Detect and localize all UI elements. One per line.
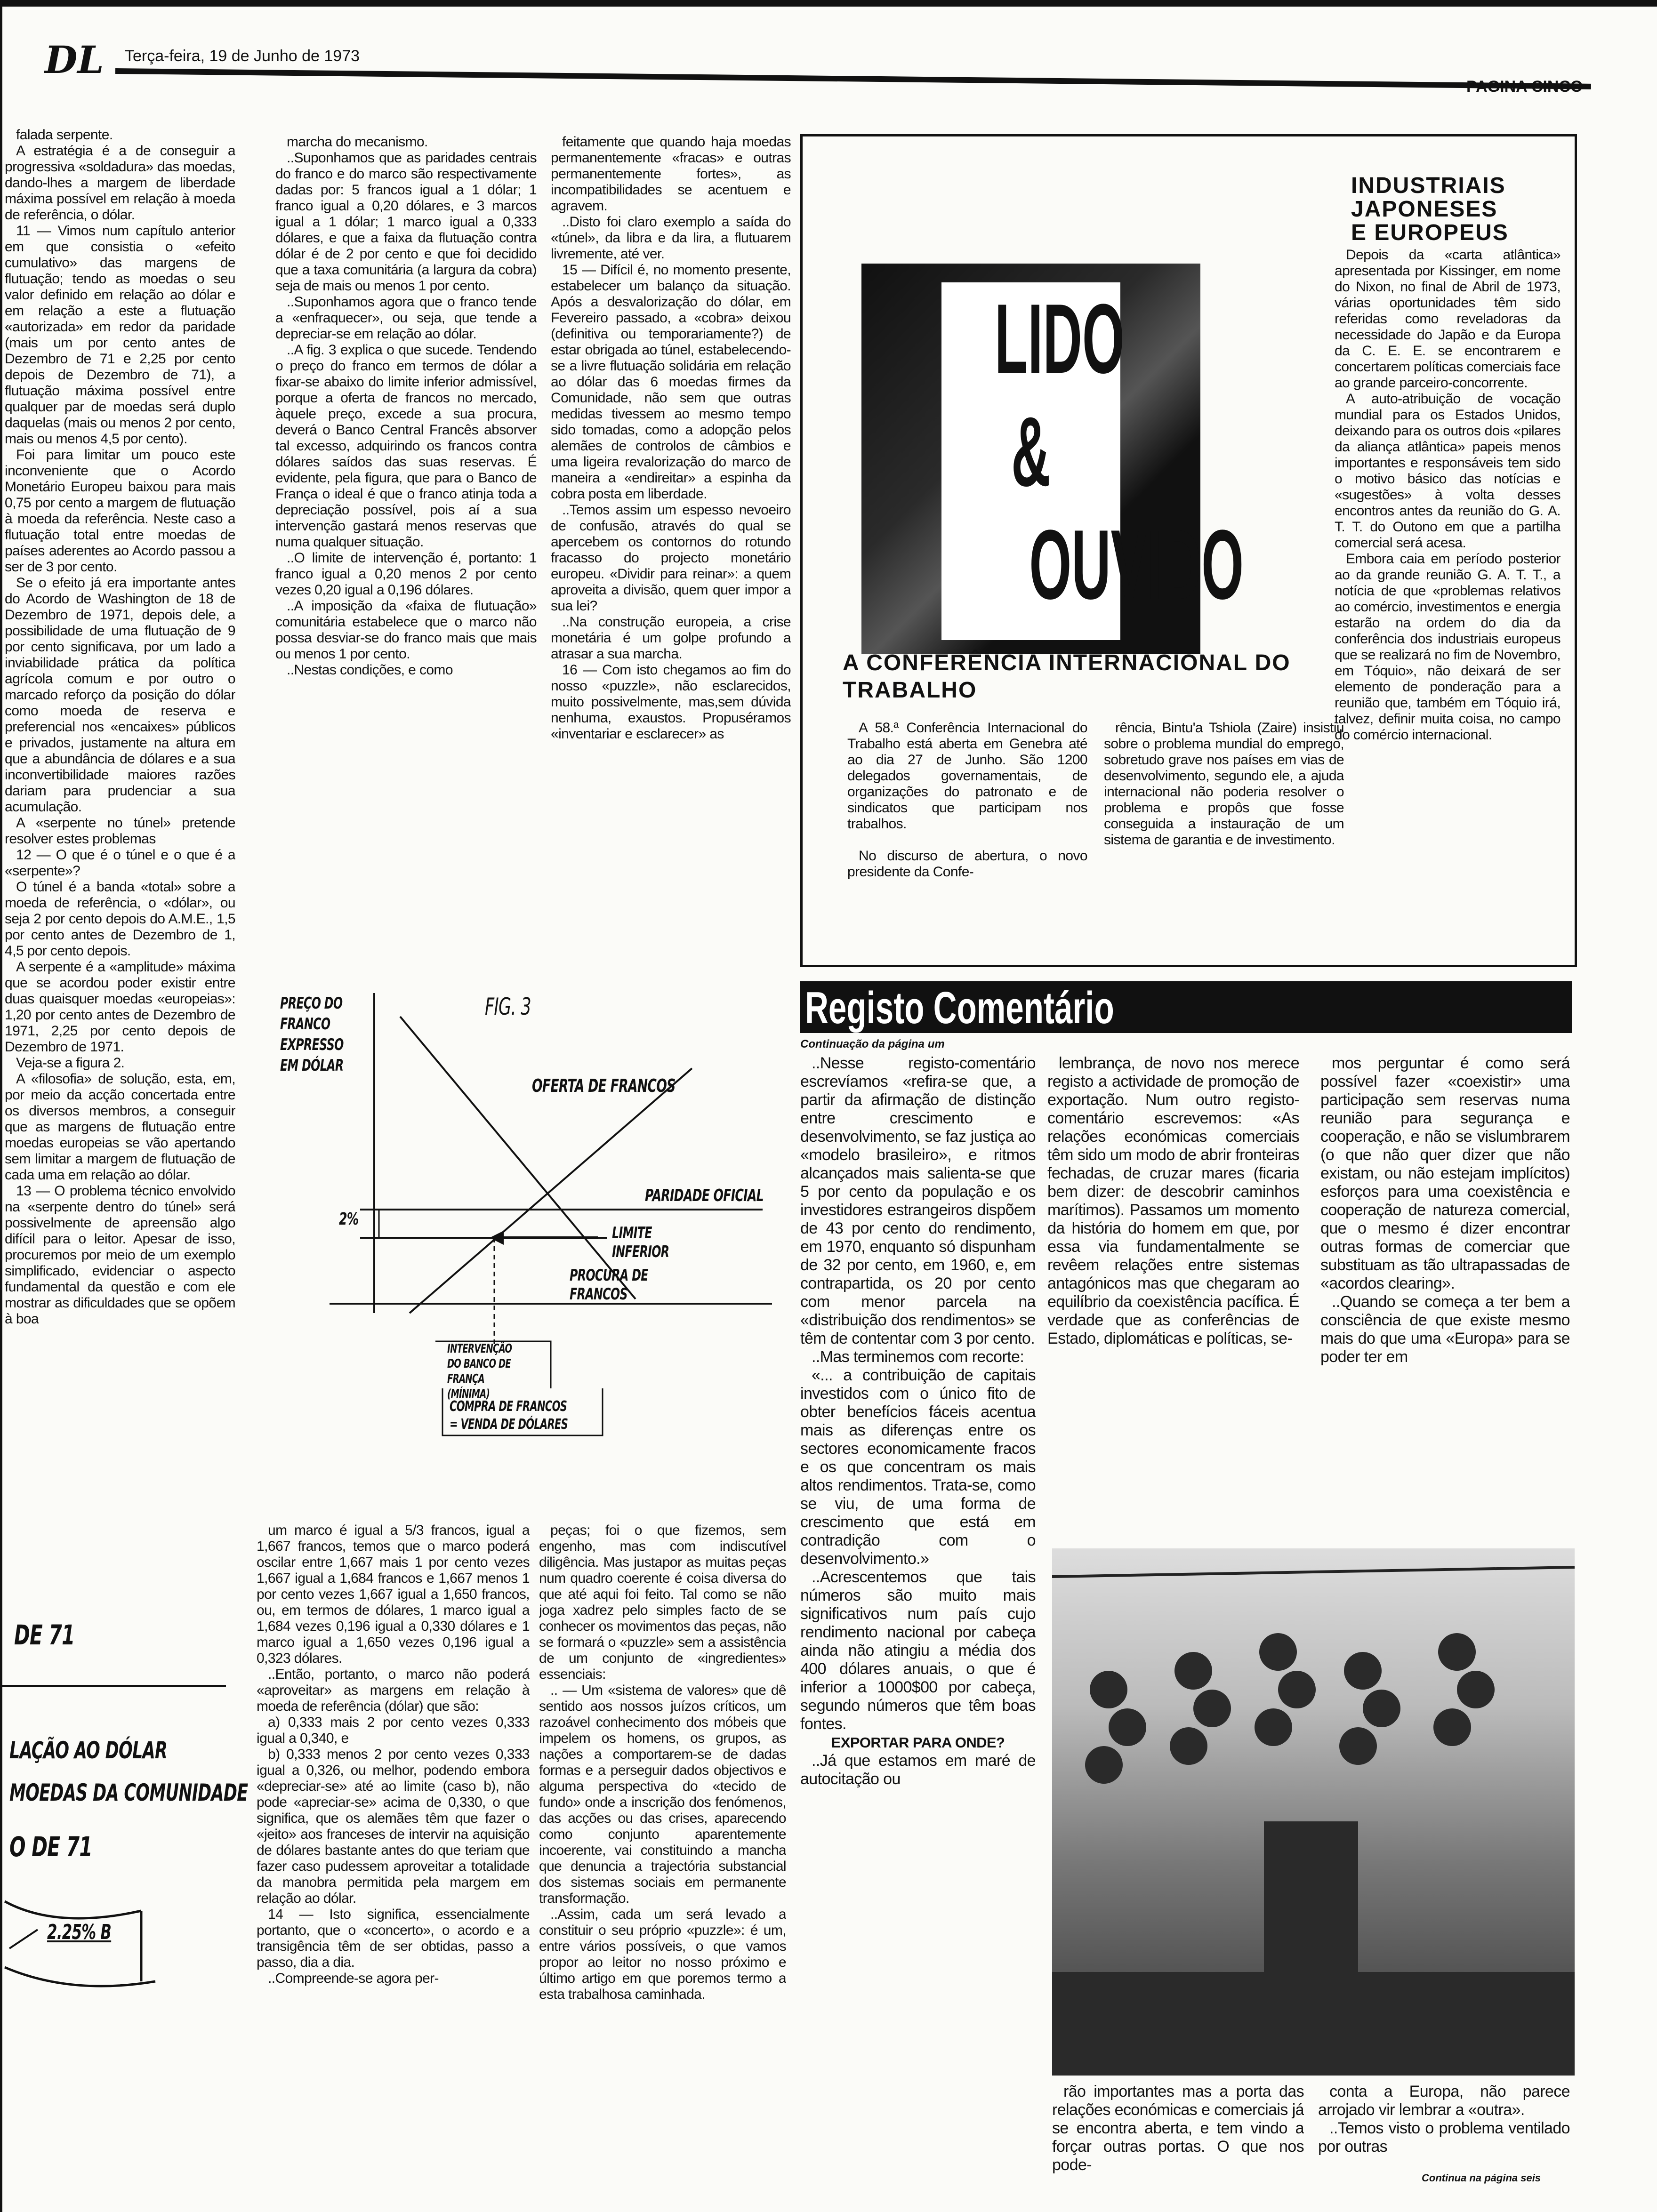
paragraph: 12 — O que é o túnel e o que é a «serpente»? — [5, 847, 235, 879]
paragraph: b) 0,333 menos 2 por cento vezes 0,333 igual a 0,326, ou melhor, podendo embora «depreciar-se» até ao limite (caso b), não pode «apreciar-se» acima de 0,330, o que significa, que os alemães têm que fazer o «jeito» aos franceses de intervir na aquisição de dólares bastante antes do que teriam que fazer caso pudessem aproveitar a totalidade da manobra permitida pela margem em relação ao dólar. — [257, 1747, 530, 1906]
supply-label: OFERTA DE FRANCOS — [532, 1075, 676, 1096]
registo-column-5 — [1318, 2083, 1570, 2158]
registo-title: Registo Comentário — [805, 983, 1114, 1033]
fig-label: DE 71 — [14, 1619, 75, 1651]
paragraph: 14 — Isto significa, essencialmente portanto, que o «concerto», o acordo e a transigência têm de ser obtidas, passo a passo, dia a dia. — [257, 1907, 530, 1970]
fig-label: MOEDAS DA COMUNIDADE — [9, 1779, 248, 1806]
continuation-note: Continuação da página um — [800, 1038, 945, 1050]
paragraph: A «filosofia» de solução, esta, em, por meio da acção concertada entre os diversos membros, a conseguir que as margens de flutuação entre moedas europeias se vão apertando sem limitar a margem de flutuação de cada uma em relação ao dólar. — [5, 1071, 235, 1183]
conference-col-b — [1104, 720, 1344, 941]
paragraph: conta a Europa, não parece arrojado vir lembrar a «outra». — [1318, 2083, 1570, 2119]
ouvido-title: OUVIDO — [1029, 509, 1244, 620]
paragraph: Veja-se a figura 2. — [16, 1055, 125, 1071]
article-column-3 — [551, 134, 791, 920]
industriais-title: INDUSTRIAIS JAPONESES E EUROPEUS — [1351, 173, 1509, 245]
industriais-column — [1335, 247, 1560, 944]
fig-label: O DE 71 — [9, 1831, 92, 1863]
registo-column-4 — [1052, 2083, 1304, 2191]
paragraph: .. — Um «sistema de valores» que dê sentido aos nossos juízos críticos, um razoável conhecimento dos móbeis que impelem os homens, os grupos, as nações a comportarem-se de dadas formas e a perseguir dados objectivos e alguma perspectiva do «tecido de fundo» onde a inscrição dos fenómenos, das acções ou das crises, aparecendo como conjunto aparentemente incoerente, vai constituindo a mancha que denuncia a trajectória substancial dos sistemas sociais em permanente transformação. — [539, 1683, 786, 1906]
paragraph: A 58.ª Conferência Internacional do Trabalho está aberta em Genebra até ao dia 27 de Junho. São 1200 delegados governamentais, de organizações do patronato e de sindicatos que participam nos trabalhos. — [847, 720, 1087, 832]
paragraph: ..Compreende-se agora per- — [268, 1971, 439, 1986]
y-axis-label: PREÇO DO FRANCO EXPRESSO EM DÓLAR — [280, 994, 344, 1075]
paragraph: falada serpente. — [16, 127, 113, 143]
paragraph: «... a contribuição de capitais investidos com o único fito de obter benefícios fáceis acentua mais as diferenças entre os sectores economicamente fracos e os que concentram os mais altos rendimentos. Trata-se, como se viu, de uma forma de crescimento que está em contradição com o desenvolvimento.» — [800, 1366, 1036, 1568]
paragraph: ..O limite de intervenção é, portanto: 1 franco igual a 0,20 menos 2 por cento vezes 0,20 igual a 0,196 dólares. — [275, 550, 537, 598]
paragraph: mos perguntar é como será possível fazer «coexistir» uma participação sem reservas numa reunião para segurança e cooperação, e não se vislumbrarem (o que não quer dizer que não existam, ou não estejam implícitos) esforços para uma coexistência e cooperação de natureza comercial, que o mesmo é dizer encontrar outras formas de comerciar que substituam as tão ultrapassadas de «acordos clearing». — [1320, 1054, 1570, 1292]
paragraph: 13 — O problema técnico envolvido na «serpente dentro do túnel» será possivelmente de apreensão algo difícil para o leitor. Apesar de isso, procuremos por meio de um exemplo simplificado, evidenciar o aspecto fundamental da questão e com ele mostrar as dificuldades que se opõem à boa — [5, 1183, 235, 1327]
paragraph: ..Mas terminemos com recorte: — [812, 1348, 1024, 1366]
paragraph: um marco é igual a 5/3 francos, igual a 1,667 francos, temos que o marco poderá oscilar entre 1,667 mais 1 por cento vezes 1,667 igual a 1,684 francos e 1,667 menos 1 por cento vezes 1,667 igual a 1,650 francos, ou, em termos de dólares, 1 marco igual a 1,684 vezes 0,196 igual a 0,330 dólares e 1 marco igual a 1,650 vezes 0,196 igual a 0,323 dólares. — [257, 1523, 530, 1666]
fig-curve — [0, 1873, 235, 2108]
paragraph: ..Nesse registo-comentário escrevíamos «refira-se que, a partir da afirmação de distinção entre crescimento e desenvolvimento, se faz justiça ao «modelo brasileiro», e ritmos alcançados mais salienta-se que 5 por cento da população e os investidores estrangeiros dispõem de 43 por cento do rendimento, em 1970, enquanto só dispunham de 32 por cento, em 1960, e, em contrapartida, os 20 por cento com menor parcela na «distribuição dos rendimentos» se têm de contentar com 3 por cento. — [800, 1054, 1036, 1347]
ampersand: & — [1011, 396, 1051, 507]
paragraph: ..Disto foi claro exemplo a saída do «túnel», da libra e da lira, a flutuarem livremente, até ver. — [551, 214, 791, 262]
paragraph: A estratégia é a de conseguir a progressiva «soldadura» das moedas, dando-lhes a margem de liberdade máxima possível em relação à moeda de referência, o dólar. — [5, 143, 235, 223]
paragraph: ..Suponhamos agora que o franco tende a «enfraquecer», ou seja, que tende a depreciar-se em relação ao dólar. — [275, 294, 537, 342]
limit-label: LIMITE INFERIOR — [612, 1224, 669, 1261]
fig-line — [0, 1685, 226, 1687]
paragraph: 15 — Difícil é, no momento presente, estabelecer um balanço da situação. Após a desvalorização do dólar, em Fevereiro passado, a «cobra» deixou (definitiva ou temporariamente?) de estar obrigada ao túnel, estabelecendo-se a livre flutuação solidária em relação ao dólar das 6 moedas firmes da Comunidade, não sem que outras medidas tivessem ao mesmo tempo sido tomadas, como a adopção pelos alemães de controlos de câmbios e uma ligeira revalorização do marco de maneira a «endireitar» a espinha da cobra posta em liberdade. — [551, 262, 791, 502]
paragraph: ..Então, portanto, o marco não poderá «aproveitar» as margens em relação à moeda de referência (dólar) que são: — [257, 1667, 530, 1714]
paragraph: ..Na construção europeia, a crise monetária é um golpe profundo a atrasar a sua marcha. — [551, 614, 791, 662]
paragraph: ..Temos visto o problema ventilado por outras — [1318, 2119, 1570, 2156]
continued-note: Continua na página seis — [1422, 2172, 1541, 2184]
figure-3 — [268, 974, 791, 1511]
paragraph: A auto-atribuição de vocação mundial para os Estados Unidos, deixando para os outros dois «pilares da aliança atlântica» papeis menos importantes e responsáveis tem sido o motivo básico das notícias e «sugestões» à volta desses encontros antes da reunião do G. A. T. T. do Outono em que a partilha comercial será acesa. — [1335, 391, 1560, 551]
paragraph: rência, Bintu'a Tshiola (Zaire) insistiu sobre o problema mundial do emprego, sobretudo grave nos países em vias de desenvolvimento, segundo ele, a ajuda internacional não poderia resolver o problema e propôs que fosse conseguida a instauração de um sistema de garantia e de investimento. — [1104, 720, 1344, 848]
paragraph: marcha do mecanismo. — [287, 134, 428, 150]
paragraph: ..Nestas condições, e como — [287, 662, 453, 678]
pct-label: 2% — [339, 1210, 359, 1229]
paragraph: ..Suponhamos que as paridades centrais do franco e do marco são respectivamente dadas por: 5 francos igual a 1 dólar; 1 franco igual a 0,20 dólares, e 3 marcos igual a 1 dólar; 1 marco igual a 0,333 dólares, e que a faixa da flutuação contra dólar é de 2 por cento e que foi decidido que a taxa comunitária (a largura da cobra) seja de mais ou menos 1 por cento. — [275, 150, 537, 294]
paragraph: A serpente é a «amplitude» máxima que se acordou poder existir entre duas quaisquer moedas «europeias»: 1,20 por cento antes de Dezembro de 1971, 2,25 por cento depois de Dezembro de 1971. — [5, 959, 235, 1055]
subheading: EXPORTAR PARA ONDE? — [831, 1734, 1005, 1751]
paragraph: Foi para limitar um pouco este inconveniente que o Acordo Monetário Europeu baixou para mais 0,75 por cento a margem de flutuação à moeda da referência. Neste caso a flutuação total entre moedas de países aderentes ao Acordo passou a ser de 3 por cento. — [5, 447, 235, 575]
article-column-bottom-b — [539, 1523, 786, 2205]
paragraph: ..Já que estamos em maré de autocitação ou — [800, 1752, 1036, 1788]
page-label: PAGINA CINCO — [1466, 78, 1583, 96]
header-rule — [115, 68, 1591, 89]
demand-label: PROCURA DE FRANCOS — [570, 1266, 648, 1304]
figure-title: FIG. 3 — [485, 993, 531, 1020]
paragraph: A «serpente no túnel» pretende resolver estes problemas — [5, 815, 235, 847]
paragraph: No discurso de abertura, o novo presidente da Confe- — [847, 848, 1087, 880]
paragraph: Depois da «carta atlântica» apresentada por Kissinger, em nome do Nixon, no final de Abril de 1973, várias oportunidades têm sido referidas como reveladoras da necessidade do Japão e da Europa da C. E. E. se encontrarem e concertarem políticas comerciais face ao grande parceiro-concorrente. — [1335, 247, 1560, 391]
registo-column-2 — [1047, 1054, 1299, 1544]
paragraph: ..A fig. 3 explica o que sucede. Tendendo o preço do franco em termos de dólar a fixar-se abaixo do limite inferior admissível, porque a oferta de francos no mercado, àquele preço, excede a sua procura, deverá o Banco Central Francês absorver tal excesso, adquirindo os francos contra dólares saídos das suas reservas. É evidente, pela figura, que para o Banco de França o ideal é que o franco atinja toda a depreciação possível, pois aí a sua intervenção gastará menos reservas que numa qualquer situação. — [275, 342, 537, 550]
lido-ouvido-image — [861, 264, 1244, 654]
paragraph: 16 — Com isto chegamos ao fim do nosso «puzzle», não esclarecidos, muito possivelmente, mas,sem dúvida nenhuma, exaustos. Propuséramos «inventariar e esclarecer» as — [551, 662, 791, 742]
paragraph: ..Acrescentemos que tais números são muito mais significativos num país cujo rendimento nacional por cabeça ainda não atingiu a média dos 400 dólares anuais, o que é inferior a 1000$00 por cabeça, segundo números que têm boas fontes. — [800, 1568, 1036, 1733]
paragraph: Se o efeito já era importante antes do Acordo de Washington de 18 de Dezembro de 1971, depois dele, a possibilidade de uma flutuação de 9 por cento significava, por um lado a inviabilidade prática da política agrícola comum e por outro o marcado reforço da posição do dólar como moeda de reserva e preferencial nos «encaixes» públicos e privados, justamente na altura em que a abundância de dólares e a sua inconvertibilidade maiores razões dariam para prudenciar a sua acumulação. — [5, 575, 235, 815]
paragraph: ..A imposição da «faixa de flutuação» comunitária estabelece que o marco não possa desviar-se do franco mais que mais ou menos 1 por cento. — [275, 598, 537, 662]
demand-curve — [400, 1017, 635, 1299]
bracket-label: COMPRA DE FRANCOS = VENDA DE DÓLARES — [450, 1398, 568, 1433]
paragraph: ..Temos assim um espesso nevoeiro de confusão, através do qual se apercebem os contornos do rotundo fracasso do projecto monetário europeu. «Dividir para reinar»: a quem aproveita a divisão, quem quer impor a sua lei? — [551, 502, 791, 614]
newspaper-logo: DL — [45, 38, 104, 82]
paragraph: ..Assim, cada um será levado a constituir o seu próprio «puzzle»: é um, entre vários possíveis, o que vamos propor ao leitor no nosso próximo e último artigo em que poremos termo a esta trabalhosa caminhada. — [539, 1907, 786, 2002]
conference-col-a — [847, 720, 1087, 941]
market-photo — [1052, 1548, 1575, 2076]
article-column-left — [5, 127, 235, 1581]
paragraph: Embora caia em período posterior ao da grande reunião G. A. T. T., a notícia de que «problemas relativos ao comércio, investimentos e energia estarão na ordem do dia da conferência dos industriais europeus que se realizará no fim de Novembro, em Tóquio», não deixará de ser elemento de ponderação para a reunião que, também em Tóquio irá, talvez, definir muita coisa, no campo do comércio internacional. — [1335, 551, 1560, 743]
figure-2-fragment — [0, 1610, 248, 2127]
paragraph: rão importantes mas a porta das relações económicas e comerciais já se encontra aberta, e tem vindo a forçar outras portas. O que nos pode- — [1052, 2083, 1304, 2174]
paragraph: O túnel é a banda «total» sobre a moeda de referência, o «dólar», ou seja 2 por cento depois do A.M.E., 1,5 por cento antes de Dezembro de 1, 4,5 por cento depois. — [5, 879, 235, 959]
paragraph: ..Quando se começa a ter bem a consciência de que existe mesmo mais do que uma «Europa» para se poder ter em — [1320, 1293, 1570, 1366]
lido-title: LIDO — [994, 283, 1125, 394]
oranges-illustration — [1052, 1548, 1575, 2076]
header-date: Terça-feira, 19 de Junho de 1973 — [125, 47, 360, 65]
article-column-2 — [275, 134, 537, 920]
fig-label: LAÇÃO AO DÓLAR — [9, 1737, 168, 1764]
article-column-bottom-a — [257, 1523, 530, 2205]
fig-label: 2.25% B — [47, 1920, 112, 1944]
paragraph: feitamente que quando haja moedas permanentemente «fracas» e outras permanentemente fortes», as incompatibilidades se acentuem e agravem. — [551, 134, 791, 214]
lido-ouvido-box — [800, 134, 1577, 967]
paragraph: lembrança, de novo nos merece registo a actividade de promoção de exportação. Num outro registo-comentário escrevemos: «As relações económicas comerciais têm sido um modo de abrir fronteiras fechadas, de cruzar mares (ficaria bem dizer: de descobrir caminhos marítimos). Passamos um momento da história do homem em que, por essa via fundamentalmente se revêem relações entre sistemas antagónicos mas que chegaram ao equilíbrio da coexistência pacífica. É verdade que as conferências de Estado, diplomáticas e políticas, se- — [1047, 1054, 1299, 1347]
parity-label: PARIDADE OFICIAL — [645, 1186, 764, 1205]
conference-title: A CONFERÊNCIA INTERNACIONAL DO TRABALHO — [843, 650, 1291, 703]
registo-column-3 — [1320, 1054, 1570, 1544]
top-border — [0, 0, 1657, 7]
paragraph: peças; foi o que fizemos, sem engenho, mas com indiscutível diligência. Mas justapor as muitas peças num quadro coerente é coisa diversa do que até aqui foi feito. Tal como se não joga xadrez pelo simples facto de se conhecer os movimentos das peças, não se formará o «puzzle» sem a assistência de um conjunto de «ingredientes» essenciais: — [539, 1523, 786, 1682]
registo-column-1 — [800, 1054, 1036, 2210]
intervention-label: INTERVENÇÃO DO BANCO DE FRANÇA (MÍNIMA) — [447, 1342, 512, 1401]
registo-header — [800, 981, 1572, 1033]
paragraph: 11 — Vimos num capítulo anterior em que consistia o «efeito cumulativo» das margens de flutuação; tendo as moedas o seu valor definido em relação ao dólar e em relação a este a flutuação «autorizada» em redor da paridade (mais um por cento antes de Dezembro de 71 e 2,25 por cento depois de Dezembro de 71), a flutuação máxima possível entre qualquer par de moedas será duplo daquelas (mais ou menos 2 por cento, mais ou menos 4,5 por cento). — [5, 223, 235, 447]
paragraph: a) 0,333 mais 2 por cento vezes 0,333 igual a 0,340, e — [257, 1715, 530, 1746]
